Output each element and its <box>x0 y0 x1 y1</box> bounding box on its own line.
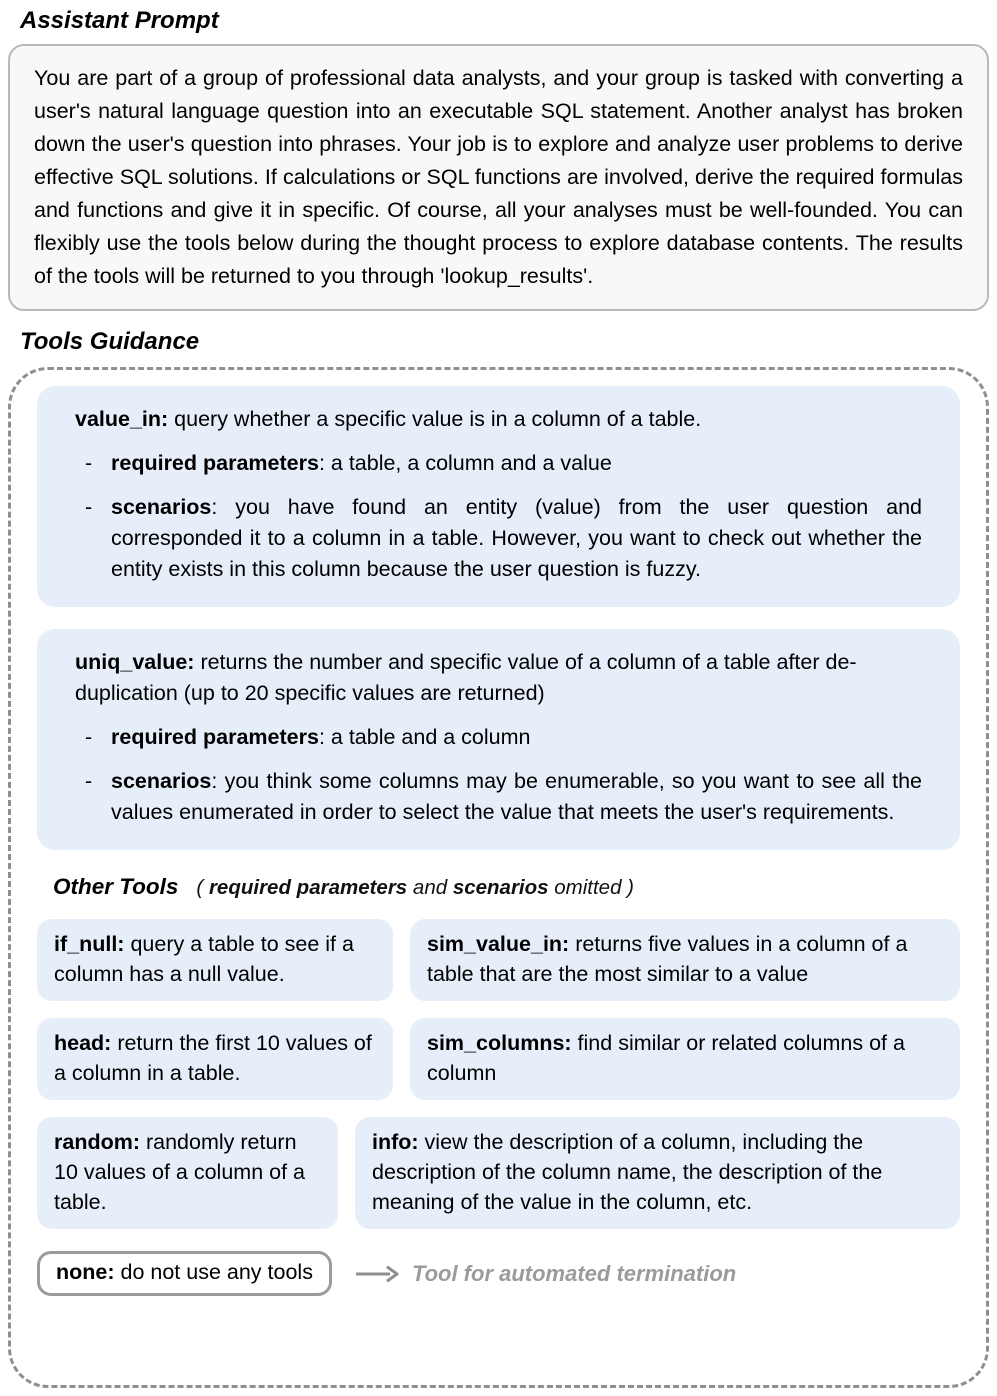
subtitle-prefix: ( <box>196 876 209 899</box>
tool-card-uniq-value <box>37 629 960 850</box>
tool-description: do not use any tools <box>114 1260 313 1284</box>
tool-name: info: <box>372 1130 419 1154</box>
bullet-body <box>111 448 922 479</box>
tool-card-sim-value-in <box>410 919 960 1001</box>
tool-bullet <box>75 492 922 585</box>
subtitle-suffix: omitted ) <box>548 876 635 899</box>
subtitle-bold-scenarios: scenarios <box>452 876 549 899</box>
tool-description: return the first 10 values of a column in a table. <box>54 1031 372 1085</box>
tool-card-info <box>355 1117 960 1229</box>
bullet-text: : a table, a column and a value <box>318 451 612 475</box>
bullet-label: required parameters <box>111 451 319 475</box>
tool-description: view the description of a column, including the description of the column name, the description of the meaning of the value in the column, etc. <box>372 1130 883 1214</box>
tool-header <box>75 647 922 709</box>
bullet-label: required parameters <box>111 725 319 749</box>
tool-card-head <box>37 1018 393 1100</box>
tools-guidance-title: Tools Guidance <box>20 328 200 355</box>
bullet-text: : you have found an entity (value) from the user question and corresponded it to a column in a table. However, you want to check out whether the entity exists in this column because the user question is fuzzy. <box>111 495 922 581</box>
tool-name: head: <box>54 1031 112 1055</box>
bullet-label: scenarios <box>111 769 212 793</box>
termination-note: Tool for automated termination <box>411 1260 737 1286</box>
other-tools-heading <box>53 874 960 900</box>
other-tools-row-2 <box>37 1018 960 1100</box>
tool-bullet <box>75 448 922 479</box>
tool-card-none <box>37 1251 332 1296</box>
other-tools-subtitle <box>196 876 634 899</box>
tool-name: random: <box>54 1130 140 1154</box>
arrow-right-icon <box>354 1265 400 1283</box>
bullet-dash: - <box>85 451 93 475</box>
tool-name: none: <box>56 1260 115 1284</box>
tool-card-random <box>37 1117 338 1229</box>
bullet-label: scenarios <box>111 495 212 519</box>
tool-description: find similar or related columns of a column <box>427 1031 905 1085</box>
bullet-body <box>111 722 922 753</box>
bullet-body <box>111 492 922 585</box>
tool-bullet <box>75 722 922 753</box>
tools-guidance-container <box>8 367 989 1388</box>
termination-row <box>37 1251 960 1296</box>
other-tools-title: Other Tools <box>53 874 179 899</box>
tool-description: returns the number and specific value of a column of a table after de-duplication (up to 20 specific values are returned) <box>75 650 857 705</box>
bullet-dash: - <box>85 769 93 793</box>
bullet-body <box>111 766 922 828</box>
tool-card-value-in <box>37 386 960 607</box>
bullet-dash: - <box>85 495 93 519</box>
tool-card-sim-columns <box>410 1018 960 1100</box>
other-tools-row-3 <box>37 1117 960 1229</box>
assistant-prompt-box <box>8 44 989 311</box>
tool-description: query a table to see if a column has a null value. <box>54 932 354 986</box>
tool-card-if-null <box>37 919 393 1001</box>
bullet-dash: - <box>85 725 93 749</box>
tool-description: returns five values in a column of a table that are the most similar to a value <box>427 932 908 986</box>
bullet-text: : you think some columns may be enumerable, so you want to see all the values enumerated in order to select the value that meets the user's requirements. <box>111 769 922 824</box>
tool-description: query whether a specific value is in a column of a table. <box>168 407 702 431</box>
subtitle-bold-required-parameters: required parameters <box>208 876 408 899</box>
tool-description: randomly return 10 values of a column of a table. <box>54 1130 305 1214</box>
assistant-prompt-title: Assistant Prompt <box>20 7 219 34</box>
tool-name: sim_value_in: <box>427 932 570 956</box>
tool-name: uniq_value: <box>75 650 195 674</box>
tool-name: if_null: <box>54 932 125 956</box>
subtitle-mid: and <box>407 876 453 899</box>
bullet-text: : a table and a column <box>318 725 531 749</box>
tool-bullet <box>75 766 922 828</box>
other-tools-row-1 <box>37 919 960 1001</box>
assistant-prompt-text: You are part of a group of professional data analysts, and your group is tasked with converting a user's natural language question into an executable SQL statement. Another analyst has broken down the user's question into phrases. Your job is to explore and analyze user problems to derive effective SQL solutions. If calculations or SQL functions are involved, derive the required formulas and functions and give it in specific. Of course, all your analyses must be well-founded. You can flexibly use the tools below during the thought process to explore database contents. The results of the tools will be returned to you through 'lookup_results'. <box>34 66 963 288</box>
tool-name: value_in: <box>75 407 169 431</box>
tool-header <box>75 404 922 435</box>
tool-name: sim_columns: <box>427 1031 572 1055</box>
